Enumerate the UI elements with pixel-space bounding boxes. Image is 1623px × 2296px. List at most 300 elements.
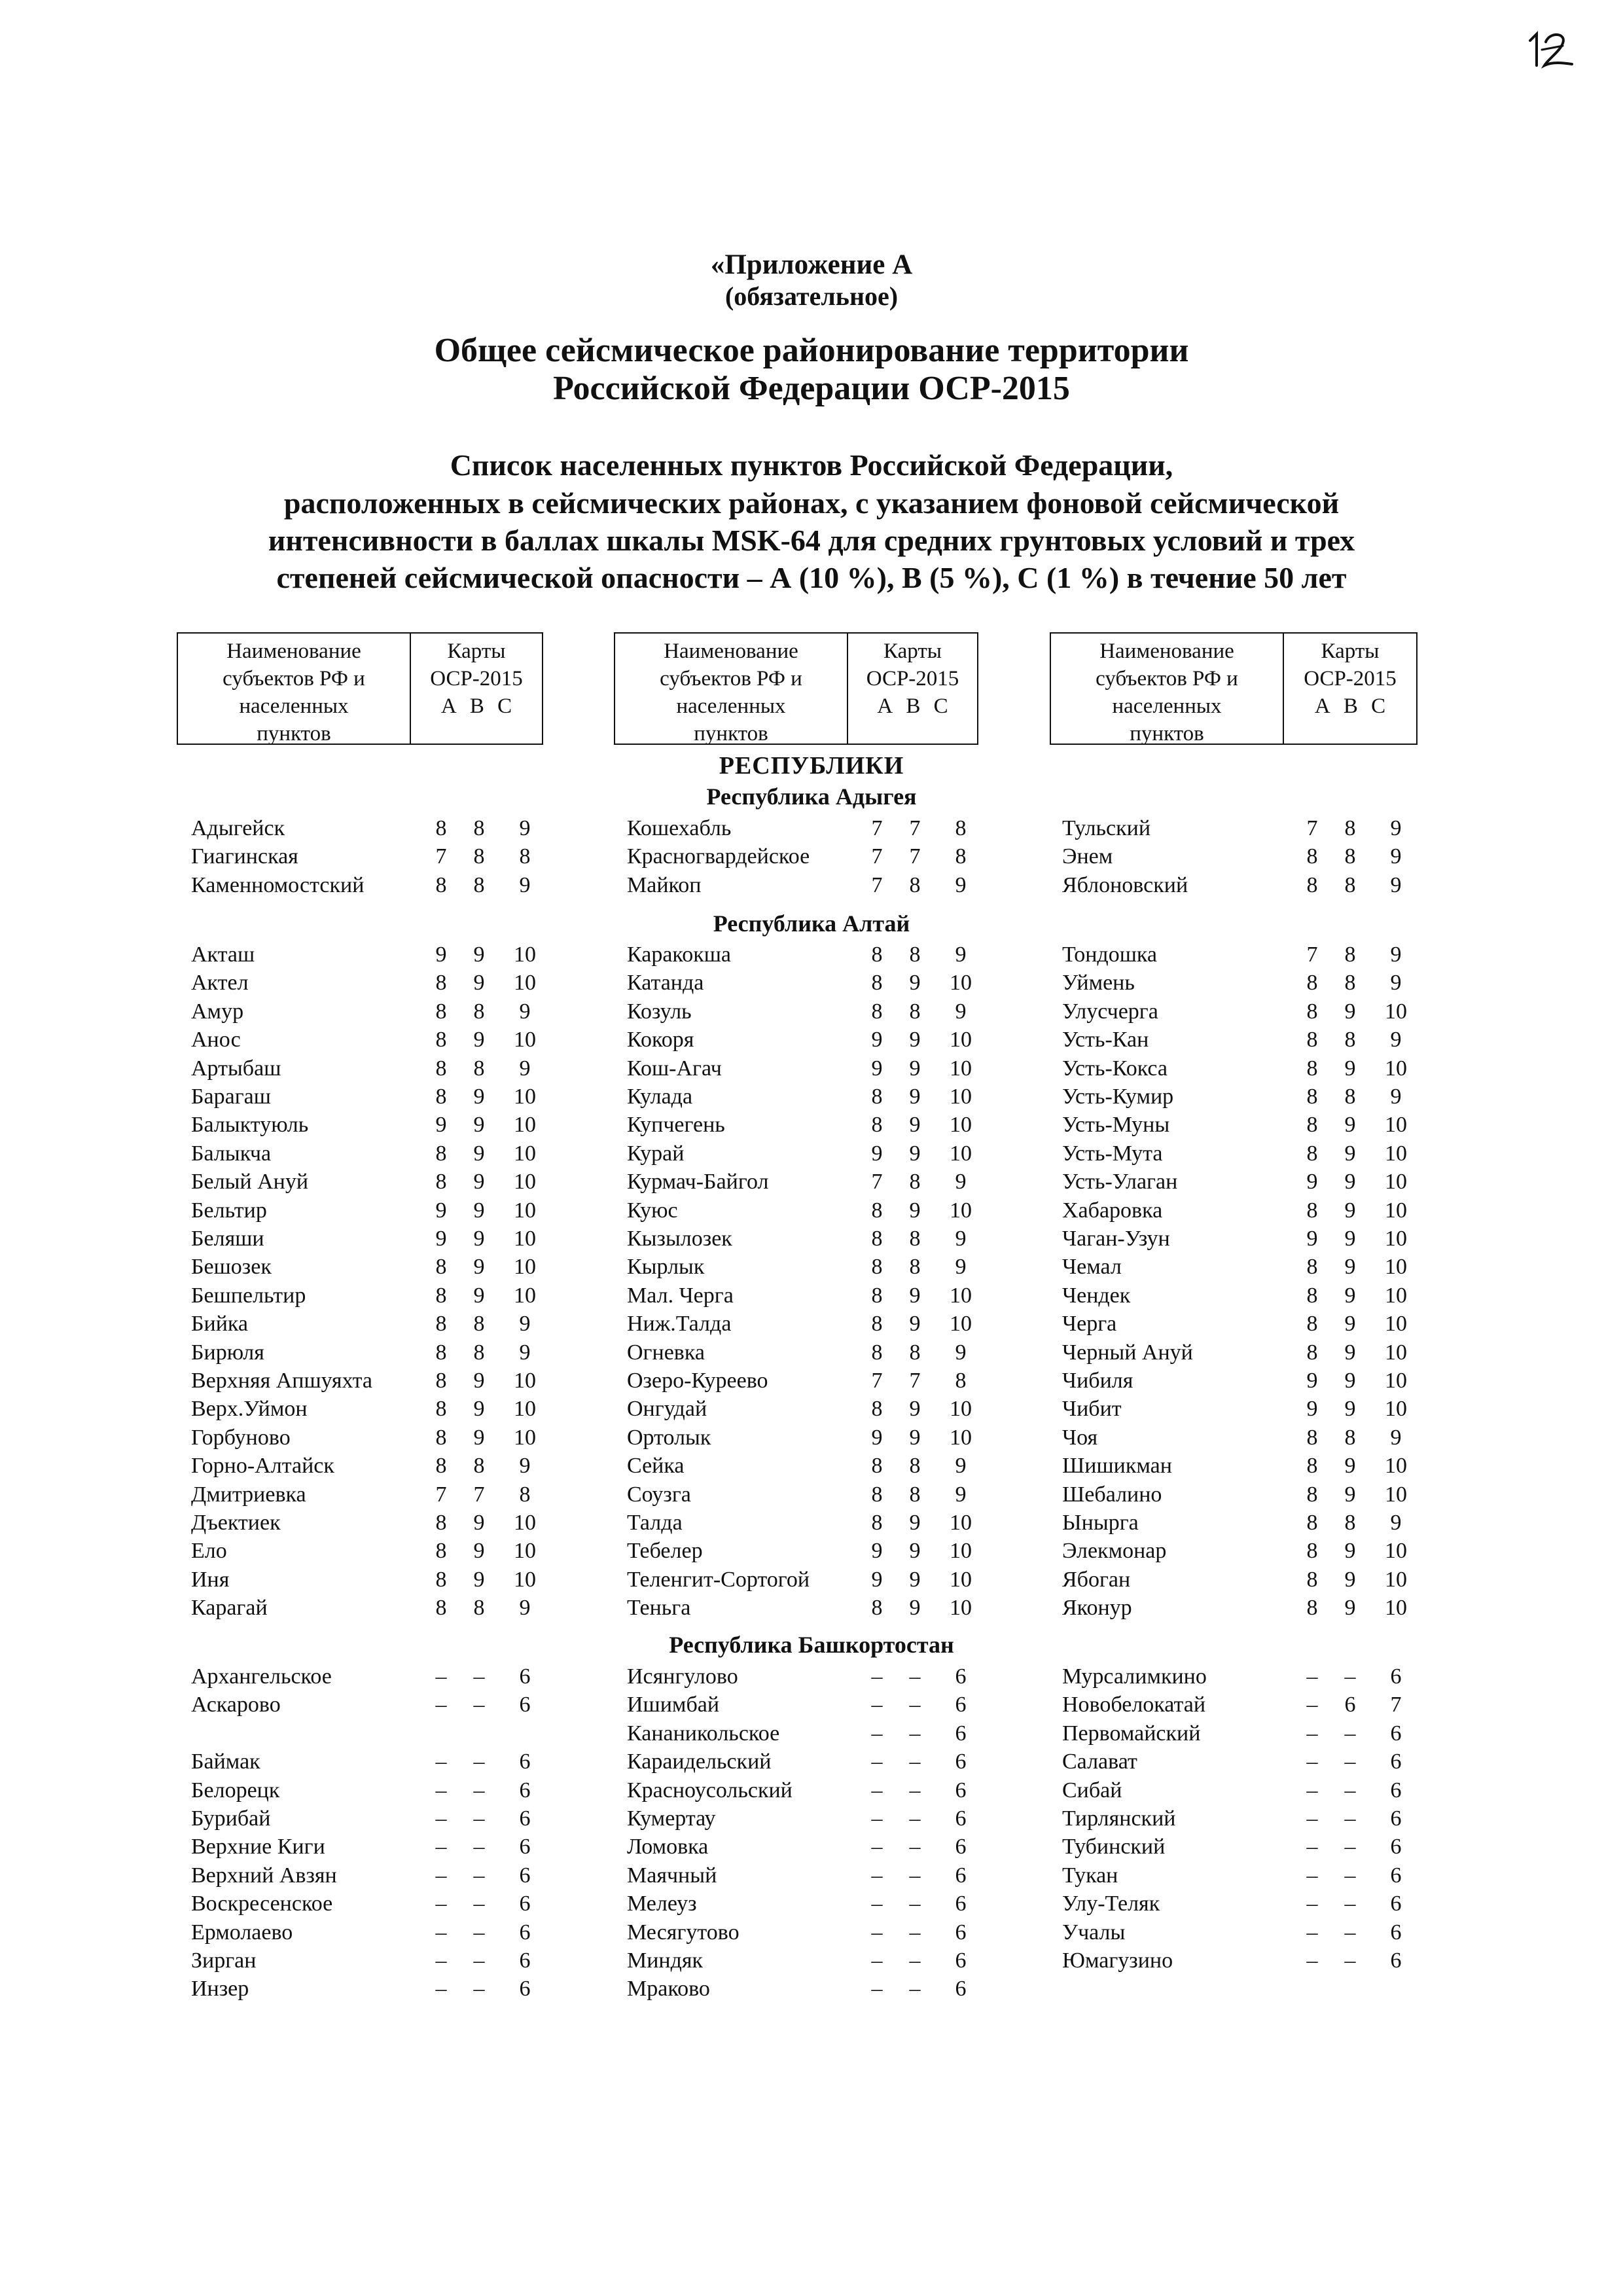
intensity-a: – <box>435 1948 447 1973</box>
intensity-a: – <box>435 1892 447 1916</box>
intensity-c: 6 <box>1390 1749 1402 1774</box>
intensity-c: 10 <box>514 1397 536 1421</box>
intensity-a: – <box>1306 1920 1318 1945</box>
settlement-name: Усть-Кумир <box>1062 1085 1174 1109</box>
intensity-c: 6 <box>955 1863 967 1888</box>
intensity-c: 9 <box>955 1482 967 1507</box>
page-number <box>1524 27 1576 73</box>
settlement-name: Тондошка <box>1062 942 1157 967</box>
settlement-name: Бурибай <box>191 1806 271 1831</box>
settlement-name: Ынырга <box>1062 1511 1139 1535</box>
settlement-name: Ниж.Талда <box>627 1312 732 1336</box>
intensity-b: – <box>473 1806 485 1831</box>
intensity-a: – <box>1306 1693 1318 1717</box>
intensity-b: 8 <box>909 1170 921 1194</box>
intensity-a: 7 <box>435 844 447 869</box>
intensity-c: 6 <box>1390 1920 1402 1945</box>
intensity-a: – <box>871 1778 883 1803</box>
intensity-b: – <box>473 1863 485 1888</box>
intensity-a: – <box>435 1920 447 1945</box>
settlement-name: Ело <box>191 1539 227 1563</box>
settlement-name: Зирган <box>191 1948 257 1973</box>
intensity-c: 10 <box>1385 1056 1407 1081</box>
settlement-name: Озеро-Куреево <box>627 1369 768 1393</box>
header-name-line4: пунктов <box>257 722 331 745</box>
section-adygea: Республика Адыгея <box>706 783 917 810</box>
intensity-a: – <box>435 1778 447 1803</box>
intensity-a: 8 <box>1306 844 1318 869</box>
settlement-name: Бешозек <box>191 1255 272 1279</box>
settlement-name: Иня <box>191 1568 230 1592</box>
intensity-a: 8 <box>435 999 447 1024</box>
settlement-name: Артыбаш <box>191 1056 281 1081</box>
intensity-b: 9 <box>909 1312 921 1336</box>
settlement-name: Сейка <box>627 1454 685 1478</box>
header-name-line4: пунктов <box>1130 722 1204 745</box>
intensity-b: 9 <box>909 1141 921 1166</box>
intensity-c: 6 <box>955 1977 967 2001</box>
intensity-c: 6 <box>1390 1892 1402 1916</box>
settlement-name: Новобелокатай <box>1062 1693 1206 1717</box>
intensity-b: 9 <box>1344 1539 1356 1563</box>
header-maps-cell <box>1284 634 1416 744</box>
intensity-a: 8 <box>1306 1283 1318 1308</box>
intensity-c: 9 <box>1390 971 1402 995</box>
intensity-a: 8 <box>1306 971 1318 995</box>
settlement-name: Чендек <box>1062 1283 1131 1308</box>
intensity-a: 8 <box>435 1028 447 1052</box>
settlement-name: Мал. Черга <box>627 1283 734 1308</box>
table-header-col2 <box>614 632 978 745</box>
intensity-b: 8 <box>473 816 485 840</box>
intensity-c: 9 <box>955 1340 967 1365</box>
intensity-c: 10 <box>950 1397 972 1421</box>
intensity-b: – <box>1344 1778 1356 1803</box>
intensity-b: 9 <box>909 1198 921 1223</box>
settlement-name: Ермолаево <box>191 1920 293 1945</box>
intensity-c: 10 <box>514 1141 536 1166</box>
appendix-label: «Приложение А <box>710 249 913 280</box>
intensity-b: 9 <box>473 1511 485 1535</box>
settlement-name: Тирлянский <box>1062 1806 1176 1831</box>
intensity-a: 9 <box>1306 1170 1318 1194</box>
settlement-name: Куюс <box>627 1198 678 1223</box>
intensity-b: 7 <box>473 1482 485 1507</box>
intensity-c: 9 <box>955 1255 967 1279</box>
intensity-b: 8 <box>909 1340 921 1365</box>
intensity-b: 8 <box>1344 844 1356 869</box>
intensity-c: 6 <box>519 1693 531 1717</box>
intensity-b: 9 <box>1344 1397 1356 1421</box>
settlement-name: Чоя <box>1062 1426 1098 1450</box>
settlement-name: Сибай <box>1062 1778 1122 1803</box>
settlement-name: Ломовка <box>627 1835 709 1859</box>
intensity-c: 10 <box>514 1539 536 1563</box>
intensity-b: – <box>473 1835 485 1859</box>
settlement-name: Адыгейск <box>191 816 285 840</box>
intensity-b: – <box>909 1835 921 1859</box>
intensity-b: 8 <box>473 1454 485 1478</box>
settlement-name: Месягутово <box>627 1920 740 1945</box>
intensity-b: 8 <box>473 844 485 869</box>
intensity-a: – <box>871 1835 883 1859</box>
intensity-a: 9 <box>871 1426 883 1450</box>
intensity-a: – <box>435 1863 447 1888</box>
settlement-name: Кананикольское <box>627 1721 780 1746</box>
settlement-name: Миндяк <box>627 1948 704 1973</box>
intensity-a: 9 <box>435 1198 447 1223</box>
intensity-a: 8 <box>435 1085 447 1109</box>
intensity-c: 9 <box>519 1596 531 1620</box>
settlement-name: Майкоп <box>627 873 702 897</box>
intensity-a: 8 <box>435 1340 447 1365</box>
intensity-a: – <box>871 1749 883 1774</box>
settlement-name: Горно-Алтайск <box>191 1454 334 1478</box>
header-name-line3: населенных <box>676 694 786 718</box>
intensity-b: – <box>1344 1920 1356 1945</box>
settlement-name: Белый Ануй <box>191 1170 309 1194</box>
intensity-c: 6 <box>1390 1835 1402 1859</box>
intensity-b: 8 <box>909 873 921 897</box>
intensity-c: 6 <box>955 1806 967 1831</box>
settlement-name: Курмач-Байгол <box>627 1170 769 1194</box>
intensity-c: 10 <box>950 1056 972 1081</box>
intensity-c: 10 <box>514 1198 536 1223</box>
intensity-a: 8 <box>871 1312 883 1336</box>
header-maps-cell <box>848 634 977 744</box>
settlement-name: Мелеуз <box>627 1892 697 1916</box>
settlement-name: Дъектиек <box>191 1511 281 1535</box>
intensity-b: 9 <box>909 1028 921 1052</box>
intensity-b: – <box>1344 1806 1356 1831</box>
intensity-a: 8 <box>871 1255 883 1279</box>
intensity-b: – <box>909 1778 921 1803</box>
settlement-name: Ябоган <box>1062 1568 1131 1592</box>
intensity-c: 9 <box>1390 873 1402 897</box>
intensity-a: 9 <box>871 1141 883 1166</box>
settlement-name: Кызылозек <box>627 1227 732 1251</box>
intensity-b: 9 <box>1344 1568 1356 1592</box>
header-maps-line1: Карты <box>447 639 506 663</box>
settlement-name: Верх.Уймон <box>191 1397 308 1421</box>
intensity-b: 8 <box>1344 816 1356 840</box>
intensity-a: – <box>1306 1863 1318 1888</box>
header-name-cell <box>615 634 848 744</box>
settlement-name: Актел <box>191 971 249 995</box>
settlement-name: Талда <box>627 1511 683 1535</box>
intensity-b: 9 <box>473 1255 485 1279</box>
intensity-b: 9 <box>909 1596 921 1620</box>
intensity-b: – <box>909 1948 921 1973</box>
intensity-a: – <box>435 1749 447 1774</box>
settlement-name: Балыктуюль <box>191 1113 309 1137</box>
settlement-name: Кош-Агач <box>627 1056 722 1081</box>
intensity-b: 8 <box>1344 873 1356 897</box>
intensity-c: 9 <box>519 1056 531 1081</box>
intensity-a: – <box>871 1948 883 1973</box>
intensity-c: 6 <box>1390 1806 1402 1831</box>
settlement-name: Соузга <box>627 1482 691 1507</box>
intensity-c: 10 <box>950 1511 972 1535</box>
intensity-a: 8 <box>871 1482 883 1507</box>
settlement-name: Верхний Авзян <box>191 1863 337 1888</box>
intensity-c: 10 <box>1385 999 1407 1024</box>
intensity-c: 9 <box>519 1454 531 1478</box>
intensity-a: 8 <box>871 1227 883 1251</box>
intensity-a: 8 <box>435 1568 447 1592</box>
intensity-b: 9 <box>1344 1056 1356 1081</box>
intensity-b: – <box>473 1749 485 1774</box>
intensity-b: 8 <box>1344 1511 1356 1535</box>
settlement-name: Теньга <box>627 1596 691 1620</box>
intensity-a: – <box>435 1664 447 1689</box>
header-name-line4: пунктов <box>694 722 768 745</box>
intensity-a: 9 <box>1306 1397 1318 1421</box>
intensity-b: – <box>473 1778 485 1803</box>
header-name-line1: Наименование <box>226 639 361 663</box>
intensity-a: 8 <box>435 1397 447 1421</box>
intensity-c: 10 <box>1385 1539 1407 1563</box>
settlement-name: Беляши <box>191 1227 264 1251</box>
settlement-name: Верхние Киги <box>191 1835 325 1859</box>
intensity-c: 10 <box>1385 1170 1407 1194</box>
intensity-c: 8 <box>955 1369 967 1393</box>
settlement-name: Элекмонар <box>1062 1539 1167 1563</box>
intensity-a: 8 <box>1306 1482 1318 1507</box>
intensity-c: 10 <box>514 1369 536 1393</box>
doc-title-line2: Российской Федерации ОСР-2015 <box>553 370 1070 407</box>
intensity-c: 6 <box>955 1920 967 1945</box>
settlement-name: Энем <box>1062 844 1113 869</box>
intensity-a: 8 <box>871 1198 883 1223</box>
intensity-a: – <box>435 1693 447 1717</box>
intensity-c: 10 <box>950 1085 972 1109</box>
settlement-name: Курай <box>627 1141 685 1166</box>
settlement-name: Ишимбай <box>627 1693 720 1717</box>
intensity-b: 9 <box>909 1085 921 1109</box>
intensity-a: 8 <box>1306 1454 1318 1478</box>
settlement-name: Онгудай <box>627 1397 707 1421</box>
intensity-b: 9 <box>473 1170 485 1194</box>
settlement-name: Чемал <box>1062 1255 1122 1279</box>
intensity-c: 10 <box>1385 1255 1407 1279</box>
intensity-c: 10 <box>950 1283 972 1308</box>
settlement-name: Инзер <box>191 1977 249 2001</box>
intensity-c: 10 <box>514 942 536 967</box>
settlement-name: Кокоря <box>627 1028 694 1052</box>
intensity-c: 10 <box>514 1227 536 1251</box>
intensity-a: 8 <box>1306 1113 1318 1137</box>
table-header-col3 <box>1050 632 1418 745</box>
intensity-b: 8 <box>473 1312 485 1336</box>
intensity-c: 10 <box>950 1198 972 1223</box>
settlement-name: Красногвардейское <box>627 844 810 869</box>
settlement-name: Уймень <box>1062 971 1135 995</box>
intensity-a: 8 <box>435 1141 447 1166</box>
section-altai: Республика Алтай <box>713 910 910 937</box>
settlement-name: Кумертау <box>627 1806 716 1831</box>
intensity-b: 9 <box>1344 1283 1356 1308</box>
intensity-a: 8 <box>871 999 883 1024</box>
intensity-a: – <box>1306 1749 1318 1774</box>
intensity-b: – <box>1344 1948 1356 1973</box>
intensity-a: 8 <box>435 1255 447 1279</box>
intensity-c: 8 <box>955 844 967 869</box>
intensity-b: 9 <box>1344 1255 1356 1279</box>
intensity-c: 6 <box>519 1977 531 2001</box>
intensity-c: 10 <box>950 1568 972 1592</box>
settlement-name: Катанда <box>627 971 704 995</box>
intensity-c: 9 <box>1390 1028 1402 1052</box>
intensity-a: 8 <box>871 1283 883 1308</box>
intensity-a: 8 <box>1306 1255 1318 1279</box>
intensity-b: 9 <box>473 1227 485 1251</box>
intensity-c: 6 <box>519 1920 531 1945</box>
intensity-c: 10 <box>950 1028 972 1052</box>
intensity-a: 8 <box>871 1454 883 1478</box>
intensity-b: 9 <box>473 1113 485 1137</box>
intensity-a: 7 <box>1306 816 1318 840</box>
intensity-a: – <box>435 1835 447 1859</box>
intensity-c: 8 <box>519 1482 531 1507</box>
intensity-a: 8 <box>871 1397 883 1421</box>
intensity-a: – <box>1306 1778 1318 1803</box>
settlement-name: Дмитриевка <box>191 1482 306 1507</box>
header-maps-line2: ОСР-2015 <box>430 667 523 691</box>
intensity-c: 10 <box>1385 1283 1407 1308</box>
settlement-name: Амур <box>191 999 244 1024</box>
intensity-b: 9 <box>1344 999 1356 1024</box>
settlement-name: Первомайский <box>1062 1721 1201 1746</box>
intensity-b: – <box>909 1920 921 1945</box>
intensity-c: 10 <box>1385 1141 1407 1166</box>
intensity-c: 10 <box>514 1426 536 1450</box>
intensity-c: 10 <box>950 971 972 995</box>
intensity-c: 9 <box>519 816 531 840</box>
settlement-name: Салават <box>1062 1749 1137 1774</box>
intensity-b: – <box>909 1721 921 1746</box>
intensity-a: 8 <box>435 1312 447 1336</box>
header-maps-line2: ОСР-2015 <box>1304 667 1397 691</box>
intensity-c: 6 <box>955 1749 967 1774</box>
settlement-name: Баймак <box>191 1749 260 1774</box>
header-maps-cell <box>411 634 542 744</box>
intensity-b: 9 <box>473 1141 485 1166</box>
header-maps-line3: А В С <box>877 694 948 718</box>
doc-subtitle-line4: степеней сейсмической опасности – А (10 %), В (5 %), С (1 %) в течение 50 лет <box>276 561 1347 594</box>
settlement-name: Усть-Улаган <box>1062 1170 1178 1194</box>
intensity-c: 10 <box>1385 1113 1407 1137</box>
intensity-b: 9 <box>473 1369 485 1393</box>
settlement-name: Юмагузино <box>1062 1948 1173 1973</box>
settlement-name: Купчегень <box>627 1113 725 1137</box>
intensity-b: 9 <box>473 1397 485 1421</box>
settlement-name: Усть-Кан <box>1062 1028 1149 1052</box>
intensity-c: 10 <box>1385 1340 1407 1365</box>
intensity-b: 9 <box>1344 1340 1356 1365</box>
intensity-a: 7 <box>435 1482 447 1507</box>
settlement-name: Каменномостский <box>191 873 365 897</box>
intensity-a: 8 <box>435 1426 447 1450</box>
intensity-c: 10 <box>1385 1227 1407 1251</box>
intensity-c: 10 <box>514 1255 536 1279</box>
settlement-name: Мурсалимкино <box>1062 1664 1207 1689</box>
settlement-name: Тульский <box>1062 816 1151 840</box>
intensity-a: 8 <box>435 971 447 995</box>
intensity-b: 8 <box>473 1596 485 1620</box>
doc-subtitle-line1: Список населенных пунктов Российской Федерации, <box>450 448 1173 482</box>
intensity-b: 9 <box>473 1568 485 1592</box>
intensity-c: 9 <box>519 1312 531 1336</box>
header-name-line3: населенных <box>1112 694 1222 718</box>
intensity-c: 6 <box>1390 1721 1402 1746</box>
intensity-a: 9 <box>871 1568 883 1592</box>
intensity-a: 9 <box>435 1227 447 1251</box>
intensity-a: 8 <box>435 1369 447 1393</box>
intensity-a: 8 <box>435 816 447 840</box>
intensity-a: 8 <box>1306 1596 1318 1620</box>
intensity-a: 8 <box>1306 1426 1318 1450</box>
intensity-c: 9 <box>1390 844 1402 869</box>
intensity-b: 9 <box>473 971 485 995</box>
intensity-c: 10 <box>1385 1369 1407 1393</box>
intensity-b: 9 <box>473 1426 485 1450</box>
intensity-c: 6 <box>519 1835 531 1859</box>
header-name-line1: Наименование <box>1099 639 1234 663</box>
intensity-c: 6 <box>1390 1863 1402 1888</box>
settlement-name: Каракокша <box>627 942 731 967</box>
intensity-b: – <box>909 1806 921 1831</box>
intensity-a: 9 <box>871 1056 883 1081</box>
intensity-a: 8 <box>435 873 447 897</box>
intensity-b: 7 <box>909 1369 921 1393</box>
intensity-a: 8 <box>435 1056 447 1081</box>
intensity-b: 8 <box>909 1482 921 1507</box>
settlement-name: Бельтир <box>191 1198 267 1223</box>
intensity-c: 6 <box>955 1664 967 1689</box>
settlement-name: Тубинский <box>1062 1835 1166 1859</box>
intensity-b: 9 <box>473 1198 485 1223</box>
settlement-name: Тебелер <box>627 1539 703 1563</box>
header-name-cell <box>1051 634 1284 744</box>
intensity-c: 10 <box>950 1539 972 1563</box>
intensity-a: 8 <box>1306 999 1318 1024</box>
intensity-a: 8 <box>435 1596 447 1620</box>
intensity-a: – <box>1306 1948 1318 1973</box>
header-maps-line1: Карты <box>883 639 942 663</box>
intensity-b: – <box>909 1863 921 1888</box>
intensity-a: – <box>871 1721 883 1746</box>
intensity-b: 7 <box>909 844 921 869</box>
intensity-a: 8 <box>1306 1085 1318 1109</box>
intensity-c: 6 <box>955 1778 967 1803</box>
intensity-c: 8 <box>955 816 967 840</box>
settlement-name: Гиагинская <box>191 844 298 869</box>
settlement-name: Усть-Мута <box>1062 1141 1163 1166</box>
header-name-cell <box>178 634 411 744</box>
intensity-a: 8 <box>435 1539 447 1563</box>
intensity-c: 10 <box>1385 1454 1407 1478</box>
intensity-c: 10 <box>950 1312 972 1336</box>
intensity-a: – <box>1306 1721 1318 1746</box>
settlement-name: Теленгит-Сортогой <box>627 1568 810 1592</box>
intensity-b: 9 <box>1344 1454 1356 1478</box>
intensity-c: 10 <box>950 1113 972 1137</box>
settlement-name: Кырлык <box>627 1255 705 1279</box>
doc-subtitle-line3: интенсивности в баллах шкалы MSK-64 для средних грунтовых условий и трех <box>268 524 1355 557</box>
header-maps-line1: Карты <box>1321 639 1380 663</box>
intensity-c: 6 <box>519 1863 531 1888</box>
